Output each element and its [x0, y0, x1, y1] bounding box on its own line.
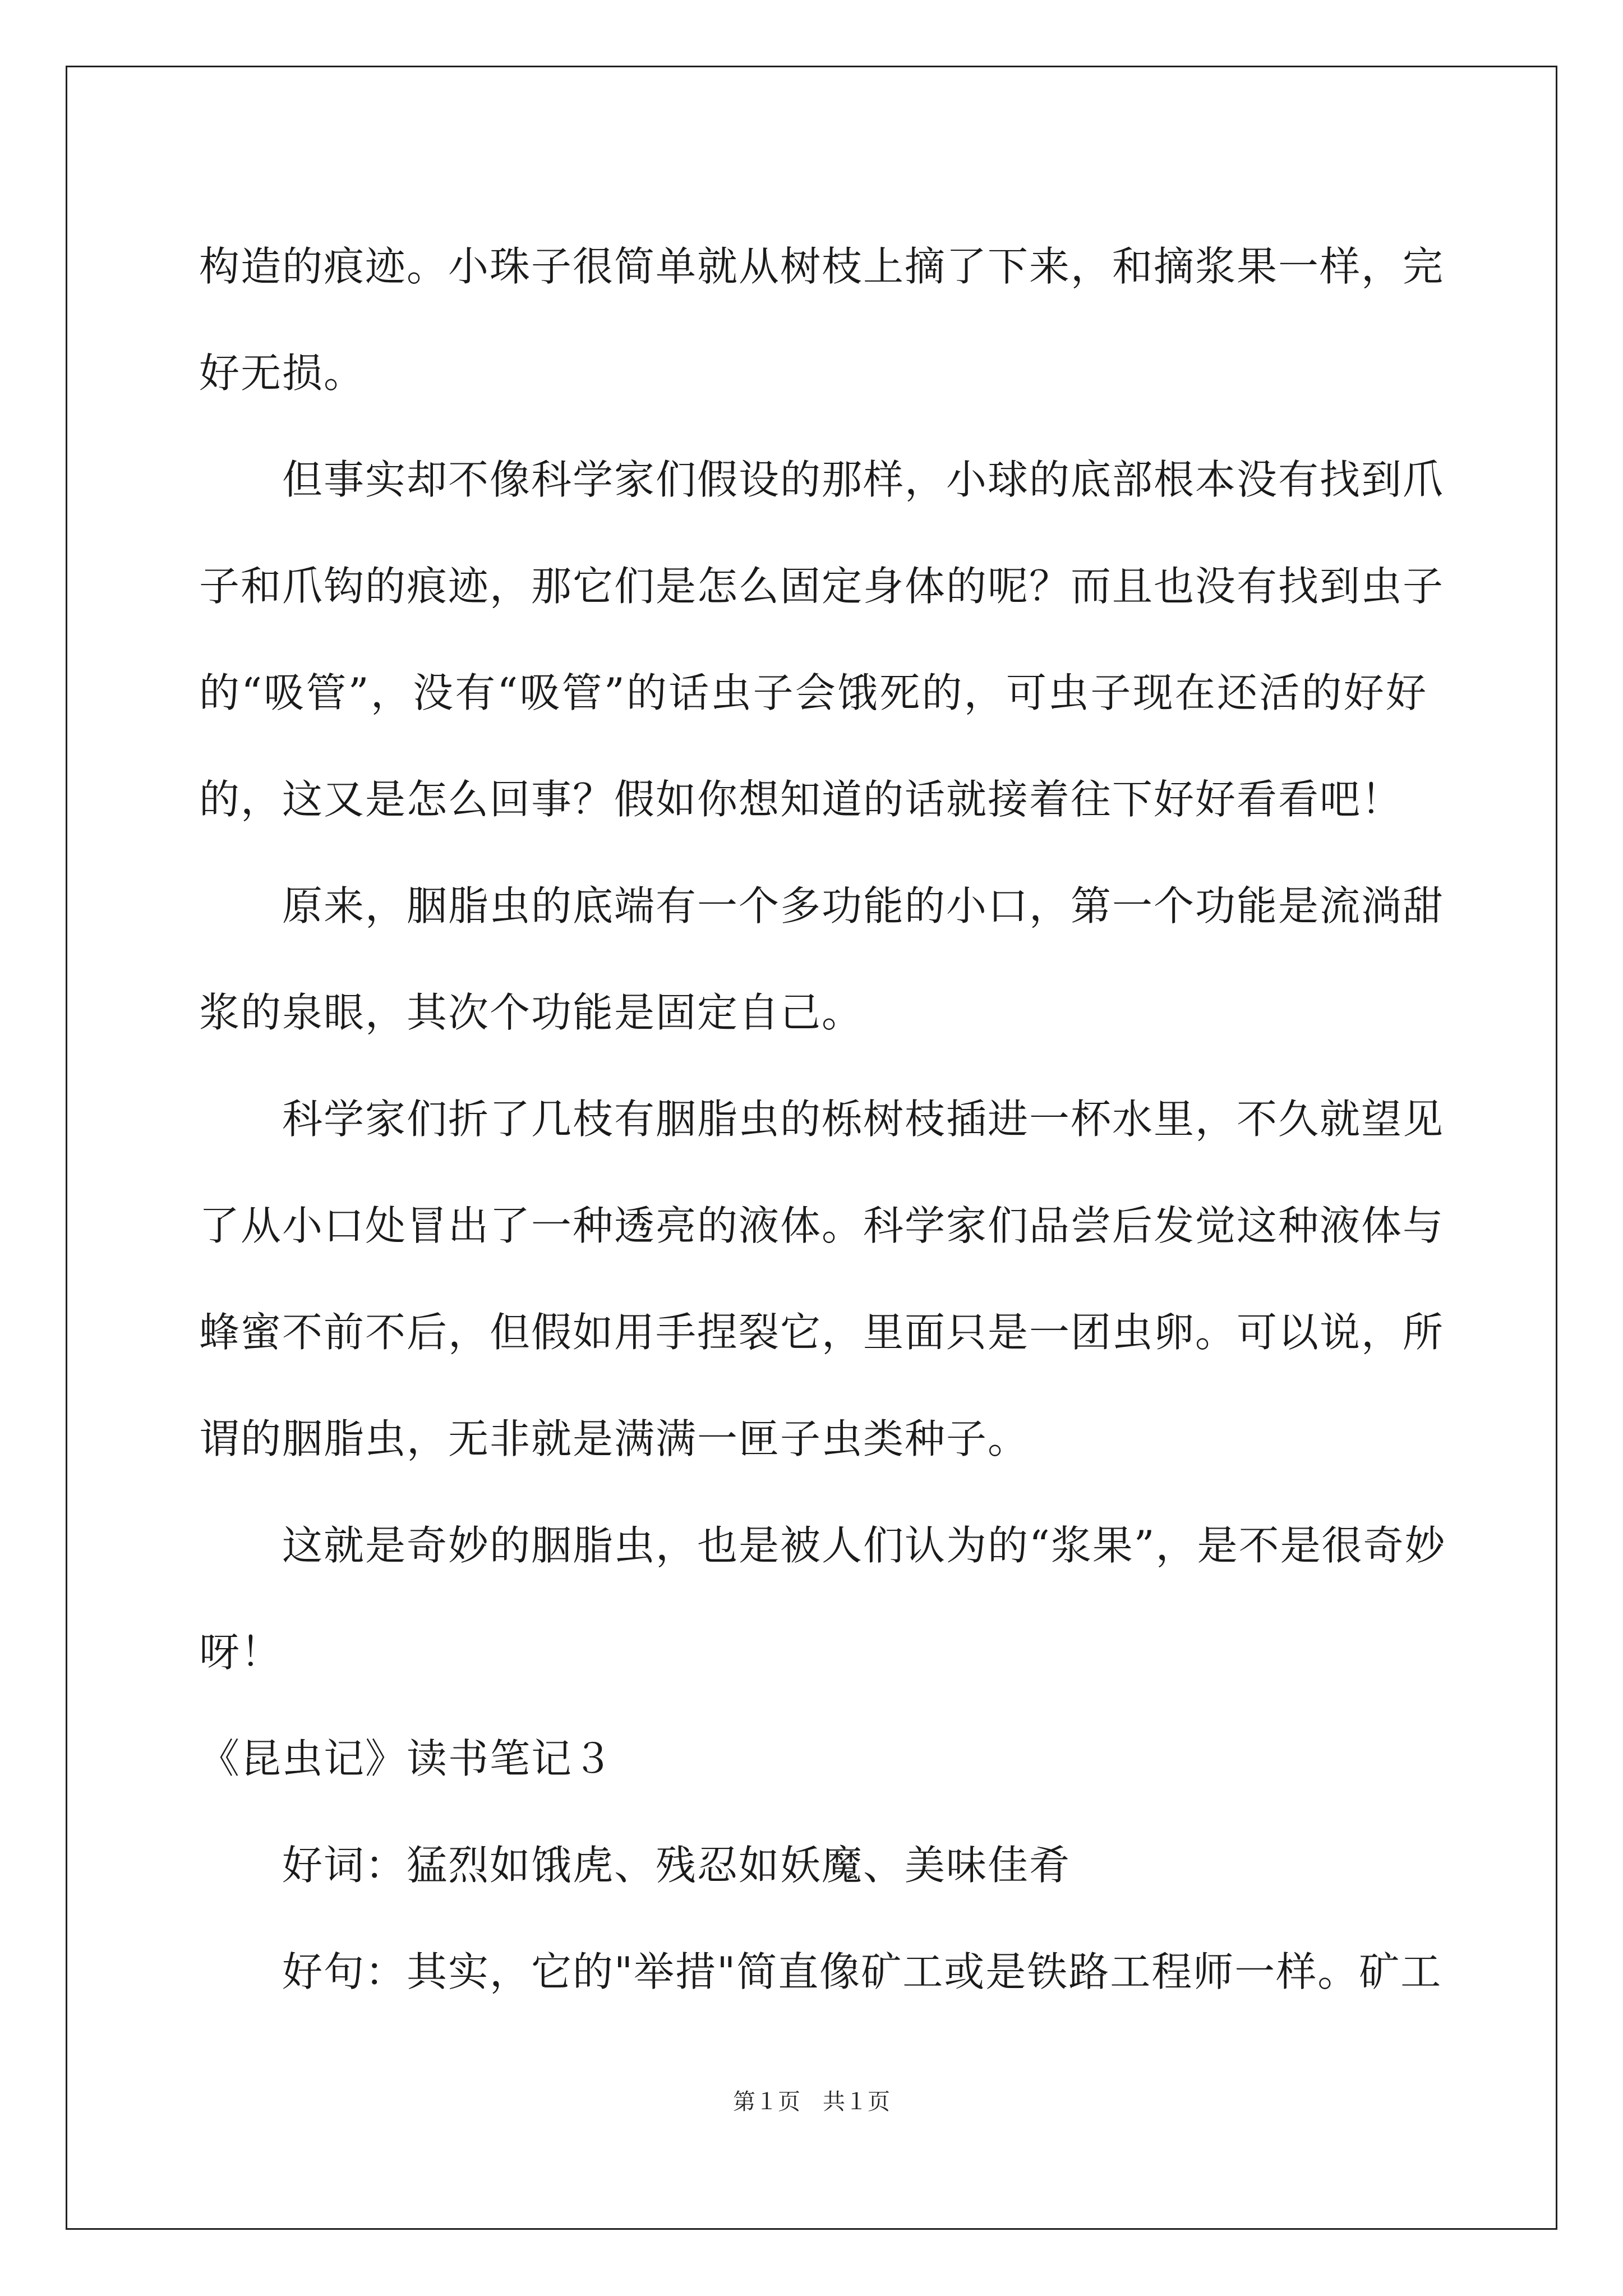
text-line: 子和爪钩的痕迹，那它们是怎么固定身体的呢？而且也没有找到虫子	[199, 563, 1445, 610]
page-footer: 第１页 共１页	[733, 2089, 890, 2115]
text-line: 谓的胭脂虫，无非就是满满一匣子虫类种子。	[199, 1415, 1030, 1462]
good-sentence-line: 好句：其实，它的"举措"简直像矿工或是铁路工程师一样。矿工	[282, 1948, 1442, 1995]
text-line: 构造的痕迹。小珠子很简单就从树枝上摘了下来，和摘浆果一样，完	[199, 243, 1445, 290]
paragraph-start-line: 但事实却不像科学家们假设的那样，小球的底部根本没有找到爪	[282, 456, 1445, 503]
paragraph-start-line: 原来，胭脂虫的底端有一个多功能的小口，第一个功能是流淌甜	[282, 882, 1445, 930]
text-line: 蜂蜜不前不后，但假如用手捏裂它，里面只是一团虫卵。可以说，所	[199, 1309, 1445, 1356]
paragraph-start-line: 这就是奇妙的胭脂虫，也是被人们认为的“浆果”，是不是很奇妙	[282, 1522, 1446, 1569]
text-line: 的，这又是怎么回事？假如你想知道的话就接着往下好好看看吧！	[199, 776, 1403, 823]
paragraph-start-line: 科学家们折了几枝有胭脂虫的栎树枝插进一杯水里，不久就望见	[282, 1096, 1445, 1143]
section-heading: 《昆虫记》读书笔记３	[199, 1735, 615, 1782]
text-line: 呀！	[199, 1628, 283, 1676]
text-line: 的“吸管”，没有“吸管”的话虫子会饿死的，可虫子现在还活的好好	[199, 669, 1427, 716]
document-body	[199, 213, 1446, 2025]
text-line: 浆的泉眼，其次个功能是固定自己。	[199, 989, 864, 1036]
good-words-line: 好词：猛烈如饿虎、残忍如妖魔、美味佳肴	[282, 1842, 1071, 1889]
text-line: 好无损。	[199, 349, 366, 397]
text-line: 了从小口处冒出了一种透亮的液体。科学家们品尝后发觉这种液体与	[199, 1202, 1445, 1249]
